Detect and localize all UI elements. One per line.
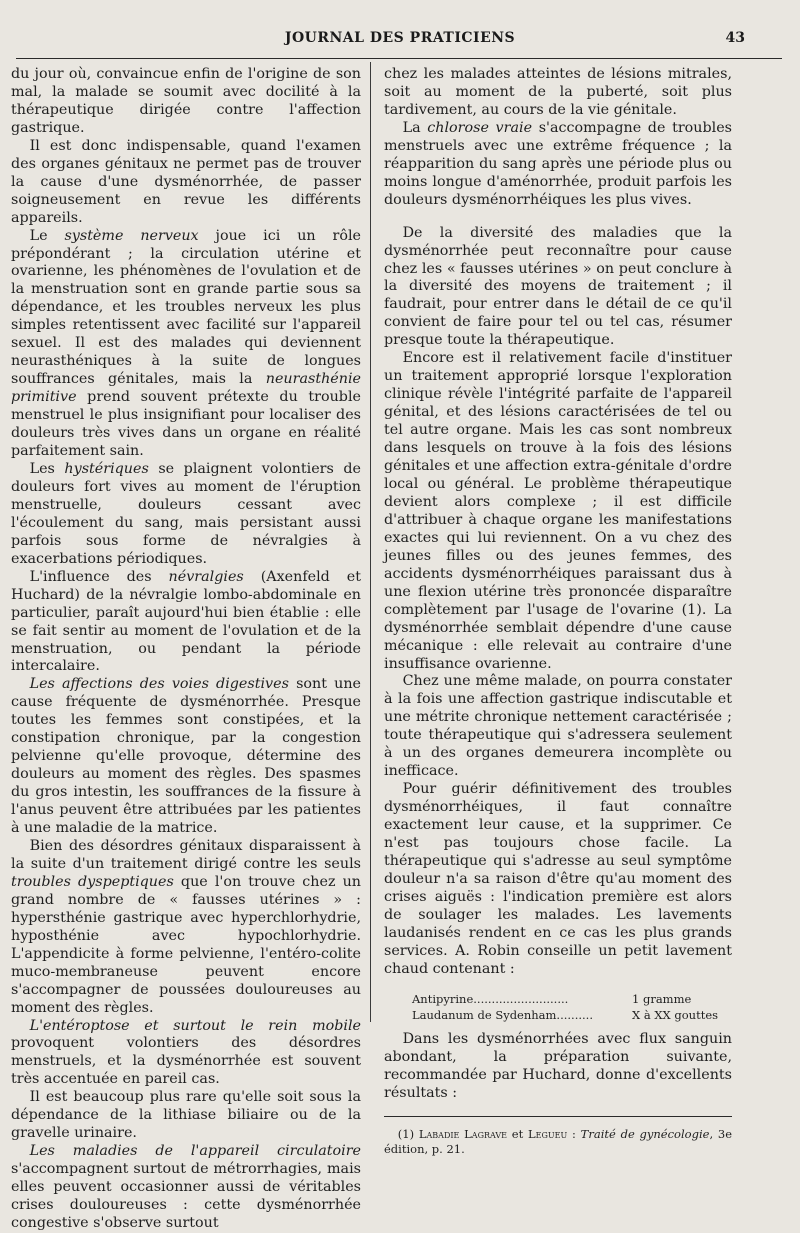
paragraph: Bien des désordres génitaux disparaissent à la suite d'un traitement dirigé contre les seuls troubles dyspeptiques que l'on trouve chez un grand nombre de « fausses utérines » : hypersthénie gastrique avec hyperchlorhydrie, hyposthénie avec hypochlorhydrie. L'appendicite à forme pelvienne, l'entéro-colite muco-membraneuse peuvent encore s'accompagner de poussées douloureuses au moment des règles.	[11, 837, 361, 1016]
ingredient-name: Laudanum de Sydenham..........	[412, 1007, 593, 1022]
paragraph: chez les malades atteintes de lésions mitrales, soit au moment de la puberté, soit plus tardivement, au cours de la vie génitale.	[384, 66, 732, 118]
paragraph: Le système nerveux joue ici un rôle prépondérant ; la circulation utérine et ovarienne, les phénomènes de l'ovulation et de la menstruation sont en grande partie sous sa dépendance, et les troubles nerveux les plus simples retentissent avec facilité sur l'appareil sexuel. Il est des malades qui deviennent neurasthéniques à la suite de longues souffrances génitales, mais la neurasthénie primitive prend souvent prétexte du trouble menstruel le plus insignifiant pour localiser des douleurs très vives dans un organe en réalité parfaitement sain.	[11, 227, 361, 460]
header-rule	[16, 58, 782, 59]
page-number: 43	[725, 30, 745, 46]
paragraph: Les affections des voies digestives sont une cause fréquente de dysménorrhée. Presque toutes les femmes sont constipées, et la constipation chronique, par la congestion pelvienne qu'elle provoque, détermine des douleurs au moment des règles. Des spasmes du gros intestin, les souffrances de la fissure à l'anus peuvent être attribuées par les patientes à une maladie de la matrice.	[11, 676, 361, 837]
paragraph: Dans les dysménorrhées avec flux sanguin abondant, la préparation suivante, recommandée par Huchard, donne d'excellents résultats :	[384, 1030, 732, 1101]
formula-row	[412, 1007, 727, 1023]
ingredient-quantity: X à XX gouttes	[632, 1007, 719, 1022]
formula-row	[412, 991, 727, 1007]
paragraph: Les hystériques se plaignent volontiers de douleurs fort vives au moment de l'éruption menstruelle, douleurs cessant avec l'écoulement du sang, mais persistant aussi parfois sous forme de névralgies à exacerbations périodiques.	[11, 460, 361, 567]
paragraph: L'entéroptose et surtout le rein mobile provoquent volontiers des désordres menstruels, et la dysménorrhée est souvent très accentuée en pareil cas.	[11, 1017, 361, 1088]
paragraph: Les maladies de l'appareil circulatoire s'accompagnent surtout de métrorrhagies, mais elles peuvent occasionner aussi de véritables crises douloureuses : cette dysménorrhée congestive s'observe surtout	[11, 1143, 361, 1231]
paragraph: De la diversité des maladies que la dysménorrhée peut reconnaître pour cause chez les « fausses utérines » on peut conclure à la diversité des moyens de traitement ; il faudrait, pour entrer dans le détail de ce qu'il convient de faire pour tel ou tel cas, résumer presque toute la thérapeutique.	[384, 224, 732, 349]
paragraph: Pour guérir définitivement des troubles dysménorrhéiques, il faut connaître exactement leur cause, et la supprimer. Ce n'est pas toujours chose facile. La thérapeutique qui s'adresse au seul symptôme douleur n'a sa raison d'être qu'au moment des crises aiguës : l'indication première est alors de soulager les malades. Les lavements laudanisés rendent en ce cas les plus grands services. A. Robin conseille un petit lavement chaud contenant :	[384, 781, 732, 977]
paragraph: L'influence des névralgies (Axenfeld et Huchard) de la névralgie lombo-abdominale en particulier, paraît aujourd'hui bien établie : elle se fait sentir au moment de l'ovulation et de la menstruation, ou pendant la période intercalaire.	[11, 568, 361, 675]
running-header	[0, 26, 800, 54]
ingredient-quantity: 1 gramme	[632, 991, 692, 1006]
paragraph: Il est beaucoup plus rare qu'elle soit sous la dépendance de la lithiase biliaire ou de la gravelle urinaire.	[11, 1089, 361, 1142]
left-column	[11, 66, 361, 1233]
ingredient-name: Antipyrine..........................	[412, 991, 569, 1006]
footnote: (1) Labadie Lagrave et Legueu : Traité de gynécologie, 3e édition, p. 21.	[384, 1127, 733, 1157]
footnote-rule	[384, 1116, 732, 1117]
paragraph: Chez une même malade, on pourra constater à la fois une affection gastrique indiscutable et une métrite chronique nettement caractérisée ; toute thérapeutique qui s'adressera seulement à un des organes demeurera incomplète ou inefficace.	[384, 673, 732, 780]
paragraph: Il est donc indispensable, quand l'examen des organes génitaux ne permet pas de trouver la cause d'une dysménorrhée, de passer soigneusement en revue les différents appareils.	[11, 137, 361, 226]
paragraph: Encore est il relativement facile d'instituer un traitement approprié lorsque l'exploration clinique révèle l'intégrité parfaite de l'appareil génital, et des lésions caractérisées de tel ou tel autre organe. Mais les cas sont nombreux dans lesquels on trouve à la fois des lésions génitales et une affection extra-génitale d'ordre local ou général. Le problème thérapeutique devient alors complexe ; il est difficile d'attribuer à chaque organe les manifestations exactes qui lui reviennent. On a vu chez des jeunes filles ou des jeunes femmes, des accidents dysménorrhéiques paraissant dus à une flexion utérine très prononcée disparaître complètement par l'usage de l'ovarine (1). La dysménorrhée semblait dépendre d'une cause mécanique : elle relevait au contraire d'une insuffisance ovarienne.	[384, 350, 732, 672]
journal-title: JOURNAL DES PRATICIENS	[284, 30, 516, 46]
column-divider	[370, 62, 371, 1022]
right-column	[384, 66, 732, 1157]
prescription-formula	[412, 991, 732, 1023]
paragraph: La chlorose vraie s'accompagne de troubles menstruels avec une extrême fréquence ; la réapparition du sang après une période plus ou moins longue d'aménorrhée, produit parfois les douleurs dysménorrhéiques les plus vives.	[384, 119, 732, 208]
paragraph: du jour où, convaincue enfin de l'origine de son mal, la malade se soumit avec docilité à la thérapeutique dirigée contre l'affection gastrique.	[11, 66, 361, 136]
